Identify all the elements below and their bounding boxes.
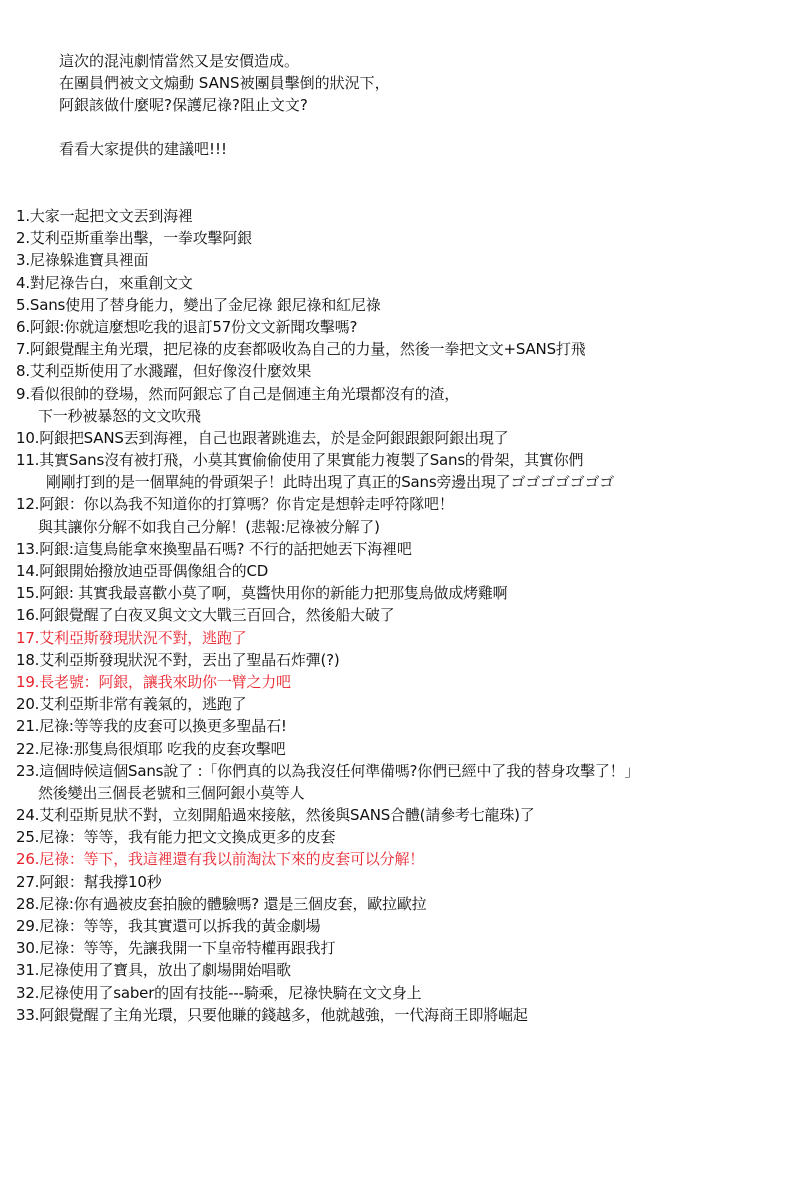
suggestion-item: 7.阿銀覺醒主角光環，把尼祿的皮套都吸收為自己的力量，然後一拳把文文+SANS打飛 xyxy=(16,340,586,359)
suggestion-item: 25.尼祿：等等，我有能力把文文換成更多的皮套 xyxy=(16,828,336,847)
suggestion-item: 28.尼祿:你有過被皮套拍臉的體驗嗎? 還是三個皮套，歐拉歐拉 xyxy=(16,894,427,913)
suggestion-item: 5.Sans使用了替身能力，變出了金尼祿 銀尼祿和紅尼祿 xyxy=(16,295,381,314)
suggestion-item: 33.阿銀覺醒了主角光環，只要他賺的錢越多，他就越強，一代海商王即將崛起 xyxy=(16,1005,528,1024)
suggestion-list xyxy=(16,205,796,1026)
suggestion-item: 30.尼祿：等等，先讓我開一下皇帝特權再跟我打 xyxy=(16,939,336,958)
suggestion-item: 17.艾利亞斯發現狀況不對，逃跑了 xyxy=(16,628,247,647)
suggestion-item-continuation: 與其讓你分解不如我自己分解！(悲報:尼祿被分解了) xyxy=(38,517,380,536)
suggestion-item: 21.尼祿:等等我的皮套可以換更多聖晶石! xyxy=(16,717,287,736)
suggestion-item: 18.艾利亞斯發現狀況不對，丟出了聖晶石炸彈(?) xyxy=(16,650,340,669)
intro-block xyxy=(59,50,779,160)
suggestion-item: 31.尼祿使用了寶具，放出了劇場開始唱歌 xyxy=(16,961,291,980)
suggestion-item: 22.尼祿:那隻鳥很煩耶 吃我的皮套攻擊吧 xyxy=(16,739,286,758)
suggestion-item: 15.阿銀: 其實我最喜歡小莫了啊，莫醬快用你的新能力把那隻鳥做成烤雞啊 xyxy=(16,584,508,603)
suggestion-item: 16.阿銀覺醒了白夜叉與文文大戰三百回合，然後船大破了 xyxy=(16,606,395,625)
suggestion-item: 20.艾利亞斯非常有義氣的，逃跑了 xyxy=(16,695,247,714)
suggestion-item: 3.尼祿躲進寶具裡面 xyxy=(16,251,149,270)
suggestion-item: 26.尼祿：等下，我這裡還有我以前淘汰下來的皮套可以分解！ xyxy=(16,850,425,869)
intro-line: 阿銀該做什麼呢?保護尼祿?阻止文文? xyxy=(59,96,308,114)
suggestion-item: 1.大家一起把文文丟到海裡 xyxy=(16,207,193,225)
suggestion-item: 2.艾利亞斯重拳出擊，一拳攻擊阿銀 xyxy=(16,229,252,248)
intro-line: 這次的混沌劇情當然又是安價造成。 xyxy=(59,52,300,70)
suggestion-item: 6.阿銀:你就這麼想吃我的退訂57份文文新聞攻擊嗎? xyxy=(16,317,358,336)
suggestion-item: 4.對尼祿告白，來重創文文 xyxy=(16,273,193,292)
suggestion-item-continuation: 下一秒被暴怒的文文吹飛 xyxy=(38,406,201,425)
suggestion-item: 12.阿銀：你以為我不知道你的打算嗎？你肯定是想幹走呼符隊吧！ xyxy=(16,495,454,514)
suggestion-item: 27.阿銀：幫我撐10秒 xyxy=(16,872,162,891)
suggestion-item: 19.長老號：阿銀，讓我來助你一臂之力吧 xyxy=(16,672,291,691)
suggestion-item-continuation: 然後變出三個長老號和三個阿銀小莫等人 xyxy=(38,783,305,802)
suggestion-item: 23.這個時候這個Sans說了 :「你們真的以為我沒任何準備嗎?你們已經中了我的替身攻擊了！」 xyxy=(16,761,640,780)
intro-spacer xyxy=(59,116,779,138)
suggestion-item: 29.尼祿：等等，我其實還可以拆我的黃金劇場 xyxy=(16,917,321,935)
suggestion-item: 11.其實Sans沒有被打飛，小莫其實偷偷使用了果實能力複製了Sans的骨架，其實你們 xyxy=(16,451,584,470)
suggestion-item: 14.阿銀開始撥放迪亞哥偶像組合的CD xyxy=(16,562,269,580)
suggestion-item: 10.阿銀把SANS丟到海裡，自己也跟著跳進去，於是金阿銀跟銀阿銀出現了 xyxy=(16,428,509,447)
suggestion-item: 32.尼祿使用了saber的固有技能---騎乘，尼祿快騎在文文身上 xyxy=(16,983,422,1002)
suggestion-item: 8.艾利亞斯使用了水濺躍，但好像沒什麼效果 xyxy=(16,362,312,381)
suggestion-item: 9.看似很帥的登場，然而阿銀忘了自己是個連主角光環都沒有的渣， xyxy=(16,384,460,403)
suggestion-item-continuation: 剛剛打到的是一個單純的骨頭架子！此時出現了真正的Sans旁邊出現了ゴゴゴゴゴゴゴ xyxy=(46,473,615,492)
suggestion-item: 24.艾利亞斯見狀不對，立刻開船過來接舷，然後與SANS合體(請參考七龍珠)了 xyxy=(16,806,535,825)
intro-line: 看看大家提供的建議吧!!! xyxy=(59,140,228,158)
intro-line: 在團員們被文文煽動 SANS被團員擊倒的狀況下， xyxy=(59,74,390,92)
suggestion-item: 13.阿銀:這隻鳥能拿來換聖晶石嗎? 不行的話把她丟下海裡吧 xyxy=(16,539,412,558)
